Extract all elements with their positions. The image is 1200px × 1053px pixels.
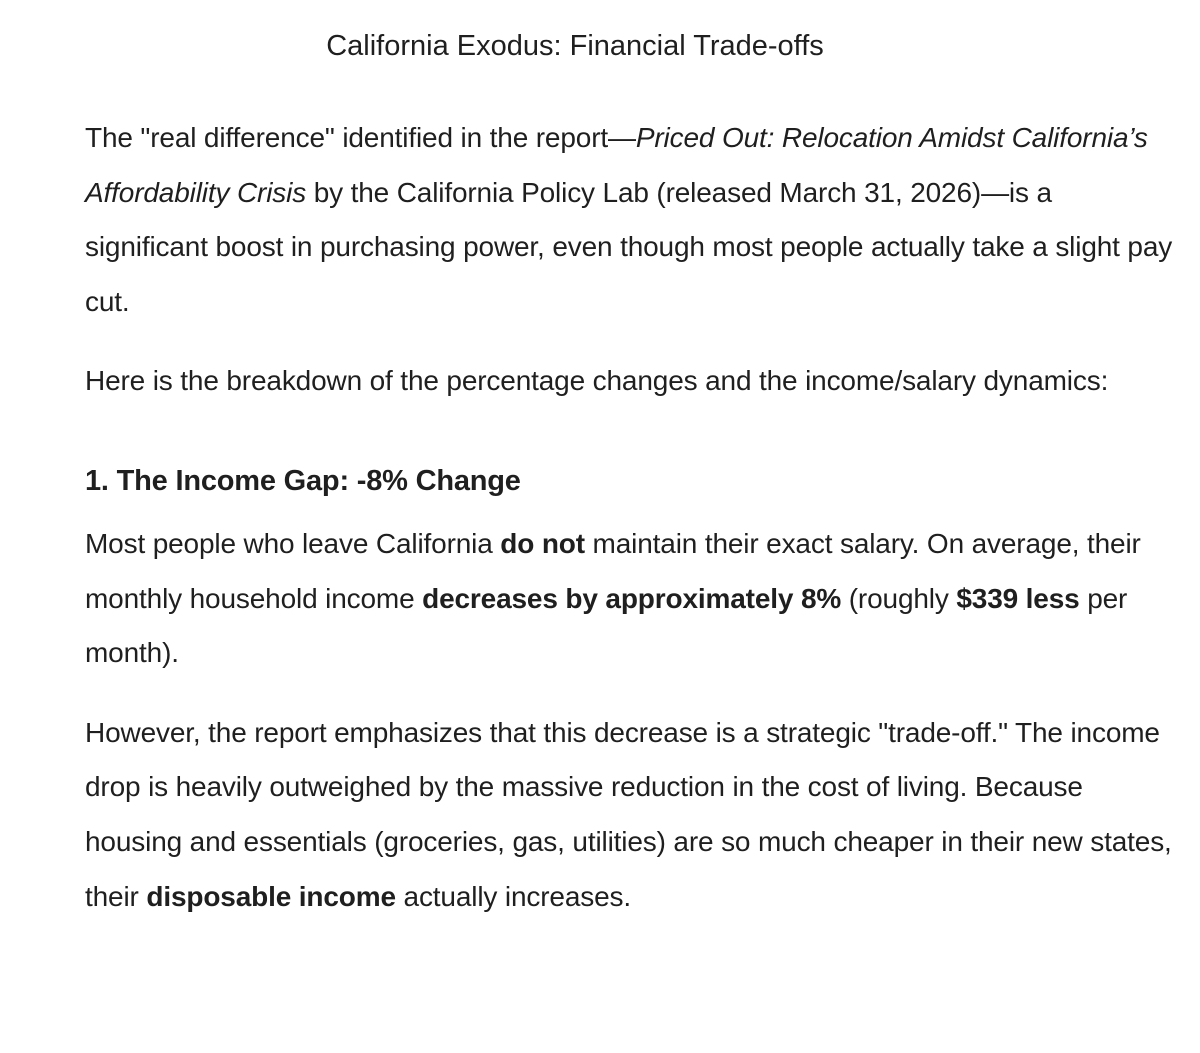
trade-off-paragraph xyxy=(85,706,1175,924)
income-gap-paragraph xyxy=(85,517,1175,681)
intro-text-continued: by the California Policy Lab (released March 31, 2026)—is a significant boost in purchasing power, even though most people actually take a slight pay cut. xyxy=(85,176,1173,317)
emphasis-text: $339 less xyxy=(956,582,1080,614)
emphasis-text: disposable income xyxy=(146,880,396,912)
text-run: actually increases. xyxy=(395,880,632,912)
section-heading-income-gap: 1. The Income Gap: -8% Change xyxy=(85,464,521,497)
page-title: California Exodus: Financial Trade-offs xyxy=(326,30,824,62)
report-title: Priced Out: Relocation Amidst California’s Affordability Crisis xyxy=(85,122,1148,208)
text-run: (roughly xyxy=(841,582,957,614)
text-run: However, the report emphasizes that this decrease is a strategic "trade-off." The income drop is heavily outweighed by the massive reduction in the cost of living. Because housing and essentials (groceries, gas, utilities) are so much cheaper in their new states, their xyxy=(85,716,1172,912)
intro-paragraph xyxy=(85,111,1175,329)
breakdown-intro-paragraph: Here is the breakdown of the percentage changes and the income/salary dynamics: xyxy=(85,365,1109,397)
text-run: maintain their exact salary. On average, their monthly household income xyxy=(85,527,1141,614)
text-run: Most people who leave California xyxy=(85,527,501,559)
emphasis-text: decreases by approximately 8% xyxy=(422,582,842,614)
article-body xyxy=(85,111,1175,924)
intro-text: The "real difference" identified in the report— xyxy=(85,122,636,153)
emphasis-text: do not xyxy=(500,527,585,559)
text-run: per month). xyxy=(85,582,1128,669)
